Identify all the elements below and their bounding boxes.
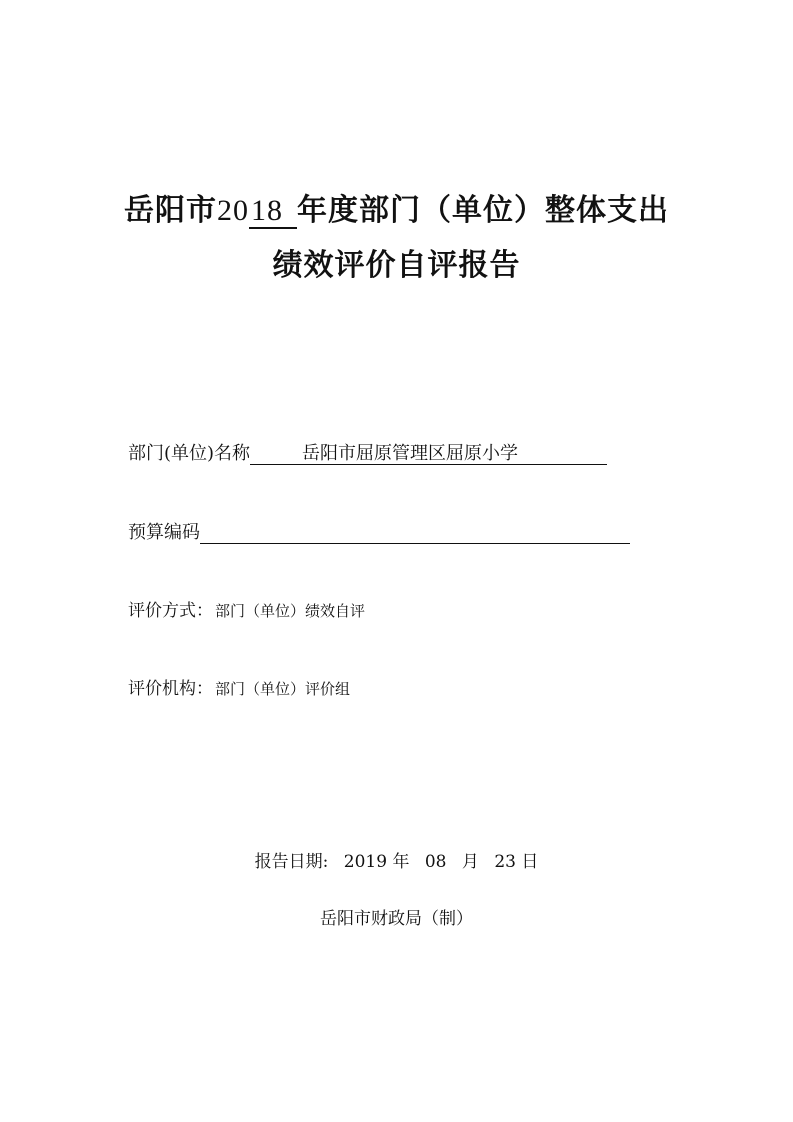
report-title-line-2: 绩效评价自评报告: [272, 248, 521, 283]
report-title-line-1: [0, 185, 793, 229]
eval-org-value: 部门（单位）评价组: [215, 680, 351, 698]
report-date-month-unit: 月: [461, 852, 479, 872]
eval-method-value: 部门（单位）绩效自评: [215, 602, 366, 620]
budget-code-value: [200, 521, 630, 544]
title-year-prefix: 20: [217, 194, 249, 227]
report-date-year-unit: 年: [392, 852, 410, 872]
budget-code-label: 预算编码: [128, 522, 200, 543]
report-date-day: 23: [494, 852, 516, 872]
eval-method-label: 评价方式：: [128, 601, 213, 621]
title-city: 岳阳市: [124, 193, 217, 228]
report-date-day-unit: 日: [521, 852, 539, 872]
issuer: 岳阳市财政局（制）: [320, 909, 473, 929]
title-year-filled: 18: [249, 195, 297, 229]
report-date-year: 2019: [343, 852, 388, 872]
eval-org-label: 评价机构：: [128, 679, 213, 699]
budget-code-field: [128, 518, 630, 544]
report-date-label: 报告日期:: [254, 852, 329, 872]
unit-name-label: 部门(单位)名称: [128, 443, 251, 464]
report-date: [0, 847, 793, 872]
title-line1-suffix: 年度部门（单位）整体支出: [297, 193, 669, 228]
report-date-month: 08: [424, 852, 447, 872]
eval-method-field: [128, 596, 365, 621]
eval-org-field: [128, 674, 350, 699]
unit-name-field: [128, 439, 607, 465]
unit-name-value: 岳阳市屈原管理区屈原小学: [250, 443, 607, 465]
